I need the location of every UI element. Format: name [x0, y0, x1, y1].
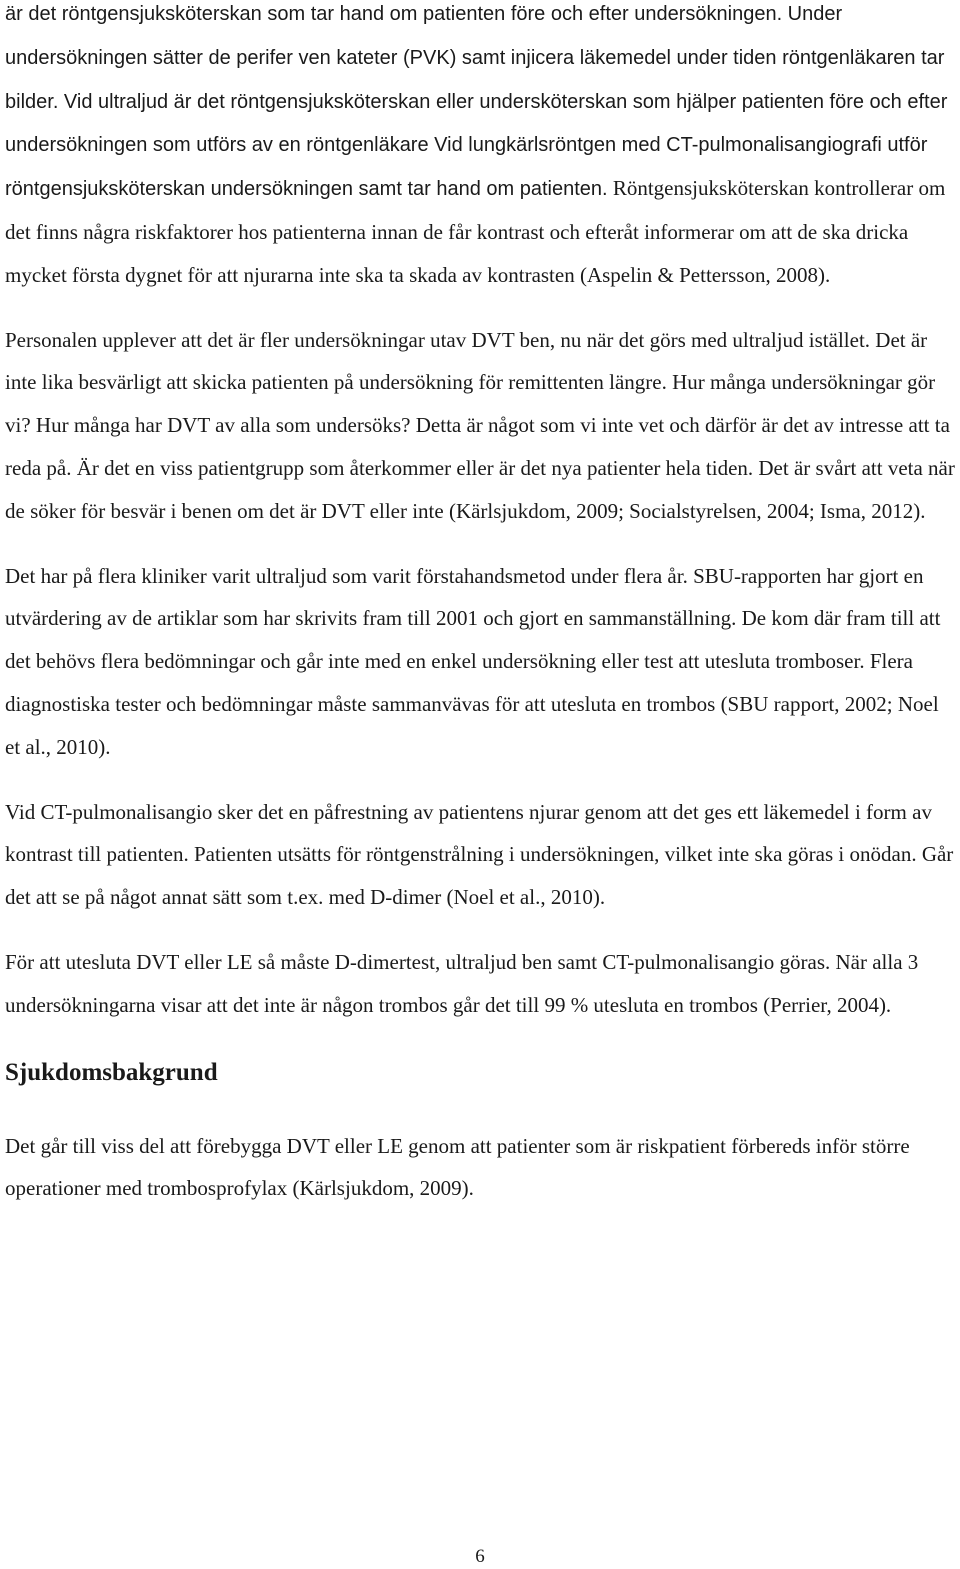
paragraph-6: Det går till viss del att förebygga DVT eller LE genom att patienter som är riskpatient förbereds inför större operationer med trombosprofylax (Kärlsjukdom, 2009).	[5, 1133, 910, 1201]
paragraph-4: Vid CT-pulmonalisangio sker det en påfrestning av patientens njurar genom att det ges ett läkemedel i form av kontrast till patienten. Patienten utsätts för röntgenstrålning i undersökningen, vilket inte ska göras i onödan. Går det att se på något annat sätt som t.ex. med D-dimer (Noel et al., 2010).	[5, 799, 954, 910]
paragraph-1-sans-text: är det röntgensjuksköterskan som tar hand om patienten före och efter undersökningen. Under undersökningen sätter de perifer ven kateter (PVK) samt injicera läkemedel under tiden röntgenläkaren tar bilder. Vid ultraljud är det röntgensjuksköterskan eller undersköterskan som hjälper patienten före och efter undersökningen som utförs av en röntgenläkare Vid lungkärlsröntgen med CT-pulmonalisangiografi utför röntgensjuksköterskan undersökningen samt tar hand om patienten.	[5, 3, 948, 201]
paragraph-3: Det har på flera kliniker varit ultraljud som varit förstahandsmetod under flera år. SBU-rapporten har gjort en utvärdering av de artiklar som har skrivits fram till 2001 och gjort en sammanställning. De kom där fram till att det behövs flera bedömningar och går inte med en enkel undersökning eller test att utesluta tromboser. Flera diagnostiska tester och bedömningar måste sammanvävas för att utesluta en trombos (SBU rapport, 2002; Noel et al., 2010).	[5, 563, 941, 759]
paragraph-2: Personalen upplever att det är fler undersökningar utav DVT ben, nu när det görs med ultraljud istället. Det är inte lika besvärligt att skicka patienten på undersökning för remittenten längre. Hur många undersökningar gör vi? Hur många har DVT av alla som undersöks? Detta är något som vi inte vet och därför är det av intresse att ta reda på. Är det en viss patientgrupp som återkommer eller är det nya patienter hela tiden. Det är svårt att veta när de söker för besvär i benen om det är DVT eller inte (Kärlsjukdom, 2009; Socialstyrelsen, 2004; Isma, 2012).	[5, 327, 955, 523]
section-heading: Sjukdomsbakgrund	[5, 1058, 218, 1086]
document-page	[5, 0, 955, 1210]
paragraph-5: För att utesluta DVT eller LE så måste D-dimertest, ultraljud ben samt CT-pulmonalisangio göras. När alla 3 undersökningarna visar att det inte är någon trombos går det till 99 % utesluta en trombos (Perrier, 2004).	[5, 949, 919, 1017]
page-number: 6	[475, 1546, 485, 1567]
paragraph-1-serif-text: Röntgensjuksköterskan kontrollerar om det finns några riskfaktorer hos patienterna innan de får kontrast och efteråt informerar om att de ska dricka mycket första dygnet för att njurarna inte ska ta skada av kontrasten (Aspelin & Pettersson, 2008).	[5, 176, 946, 287]
paragraph-1	[5, 0, 955, 297]
